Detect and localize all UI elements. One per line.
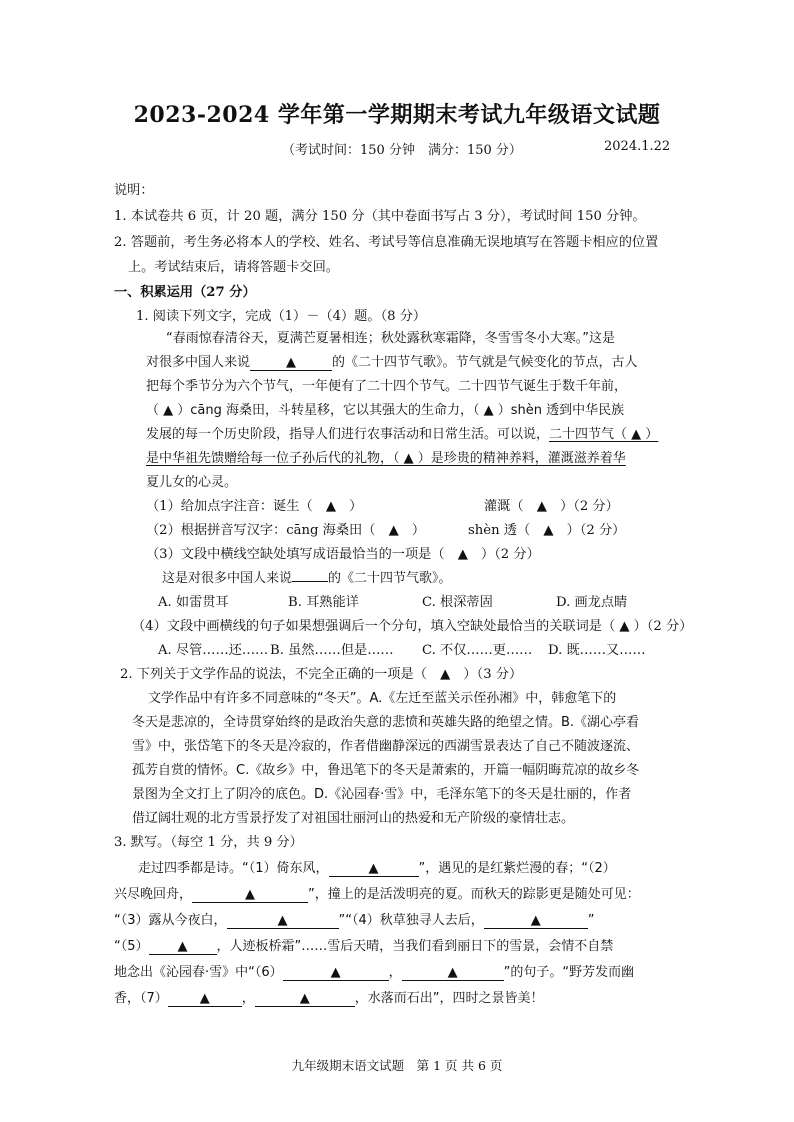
option-c: C. 根深蒂固 — [422, 595, 493, 610]
option-d: D. 画龙点睛 — [556, 595, 628, 610]
passage-line: 文学作品中有许多不同意味的“冬天”。A.《左迁至蓝关示侄孙湘》中，韩愈笔下的 — [148, 691, 617, 706]
page-title: 2023-2024 学年第一学期期末考试九年级语文试题 — [133, 102, 661, 128]
passage-line: 孤芳自赏的情怀。C.《故乡》中，鲁迅笔下的冬天是萧索的，开篇一幅阴晦荒凉的故乡冬 — [132, 763, 640, 778]
subquestion-4: （4）文段中画横线的句子如果想强调后一个分句，填入空缺处最恰当的关联词是（ ▲ ）（2 分） — [132, 619, 693, 634]
passage-line: 把每个季节分为六个节气，一年便有了二十四个节气。二十四节气诞生于数千年前， — [146, 379, 628, 394]
passage-line: 借辽阔壮观的北方雪景抒发了对祖国壮丽河山的热爱和无产阶级的豪情壮志。 — [132, 811, 575, 826]
question-3-stem: 3. 默写。（每空 1 分，共 9 分） — [114, 835, 303, 850]
passage-line: 景图为全文打上了阴冷的底色。D.《沁园春·雪》中，毛泽东笔下的冬天是壮丽的，作者 — [132, 787, 632, 802]
answer-blank: ▲ — [402, 966, 504, 981]
fill-line: 兴尽晚回舟， ▲ ”，撞上的是活泼明亮的夏。而秋天的踪影更是随处可见： — [114, 887, 640, 902]
page-footer: 九年级期末语文试题 第 1 页 共 6 页 — [291, 1058, 503, 1073]
passage-line: “春雨惊春清谷天，夏满芒夏暑相连；秋处露秋寒霜降，冬雪雪冬小大寒。”这是 — [166, 331, 615, 346]
instruction-item-2-line-2: 上。考试结束后，请将答题卡交回。 — [128, 260, 339, 275]
fill-line: 走过四季都是诗。“（1）倚东风， ▲ ”，遇见的是红紫烂漫的春；“（2） — [138, 861, 616, 876]
subquestion-3-sentence: 这是对很多中国人来说 的《二十四节气歌》。 — [162, 571, 452, 586]
option-a: A. 尽管……还…… — [158, 643, 269, 658]
answer-blank: ▲ — [168, 992, 242, 1007]
passage-line: 雪》中，张岱笔下的冬天是冷寂的，作者借幽静深远的西湖雪景表达了自己不随波逐流、 — [132, 739, 640, 754]
fill-line: 地念出《沁园春·雪》中“（6） ▲ ， ▲ ”的句子。“野芳发而幽 — [114, 965, 635, 980]
answer-blank: ▲ — [227, 914, 339, 929]
subquestion-1-part-2: 灌溉（ ▲ ）（2 分） — [484, 499, 619, 514]
fill-line: “（3）露从今夜白， ▲ ”“（4）秋草独寻人去后， ▲ ” — [114, 913, 595, 928]
fill-line: “（5） ▲ ，人迹板桥霜”……雪后天晴，当我们看到丽日下的雪景，会情不自禁 — [114, 939, 614, 954]
answer-blank: ▲ — [484, 914, 588, 929]
subquestion-2: （2）根据拼音写汉字：cāng 海桑田（ ▲ ） — [146, 523, 426, 538]
option-a: A. 如雷贯耳 — [158, 595, 229, 610]
answer-blank: ▲ — [192, 888, 308, 903]
question-1-stem: 1. 阅读下列文字，完成（1）－（4）题。（8 分） — [136, 309, 427, 324]
fill-line: 香，（7） ▲ ， ▲ ，水落而石出”，四时之景皆美！ — [114, 991, 544, 1006]
passage-line: （ ▲ ）cāng 海桑田，斗转星移，它以其强大的生命力，（ ▲ ）shèn 透到中华民族 — [146, 403, 625, 418]
subquestion-2-part-2: shèn 透（ ▲ ）（2 分） — [468, 523, 626, 538]
option-c: C. 不仅……更…… — [422, 643, 533, 658]
passage-line: 冬天是悲凉的，全诗贯穿始终的是政治失意的悲愤和英雄失路的绝望之情。B.《湖心亭看 — [132, 715, 640, 730]
instructions-label: 说明： — [114, 183, 154, 198]
exam-date: 2024.1.22 — [604, 139, 671, 154]
answer-blank: ▲ — [149, 940, 217, 955]
underlined-sentence: 是中华祖先馈赠给每一位子孙后代的礼物，（ ▲ ）是珍贵的精神养料，灌溉滋养着华 — [146, 451, 626, 466]
instruction-item-1: 1. 本试卷共 6 页，计 20 题，满分 150 分（其中卷面书写占 3 分），考试时间 150 分钟。 — [114, 209, 646, 224]
option-b: B. 虽然……但是…… — [270, 643, 394, 658]
subquestion-3: （3）文段中横线空缺处填写成语最恰当的一项是（ ▲ ）（2 分） — [146, 547, 540, 562]
answer-blank: ▲ — [283, 966, 389, 981]
passage-line: 对很多中国人来说 ▲ 的《二十四节气歌》。节气就是气候变化的节点，古人 — [146, 355, 638, 370]
underlined-sentence: 二十四节气（ ▲ ） — [549, 427, 659, 442]
answer-blank: ▲ — [329, 862, 419, 877]
answer-blank: ▲ — [255, 992, 355, 1007]
passage-line: 夏儿女的心灵。 — [146, 475, 238, 490]
passage-line: 发展的每一个历史阶段，指导人们进行农事活动和日常生活。可以说，二十四节气（ ▲ ） — [146, 427, 659, 442]
answer-blank: ▲ — [250, 356, 332, 371]
instruction-item-2-line-1: 2. 答题前，考生务必将本人的学校、姓名、考试号等信息准确无误地填写在答题卡相应的位置 — [114, 235, 659, 250]
subquestion-1: （1）给加点字注音：诞生（ ▲ ） — [146, 499, 363, 514]
question-2-stem: 2. 下列关于文学作品的说法，不完全正确的一项是（ ▲ ）（3 分） — [120, 667, 523, 682]
option-b: B. 耳熟能详 — [288, 595, 359, 610]
option-d: D. 既……又…… — [548, 643, 646, 658]
answer-blank — [292, 581, 328, 582]
exam-info: （考试时间：150 分钟 满分：150 分） — [282, 143, 522, 158]
section-heading: 一、积累运用（27 分） — [114, 285, 256, 300]
